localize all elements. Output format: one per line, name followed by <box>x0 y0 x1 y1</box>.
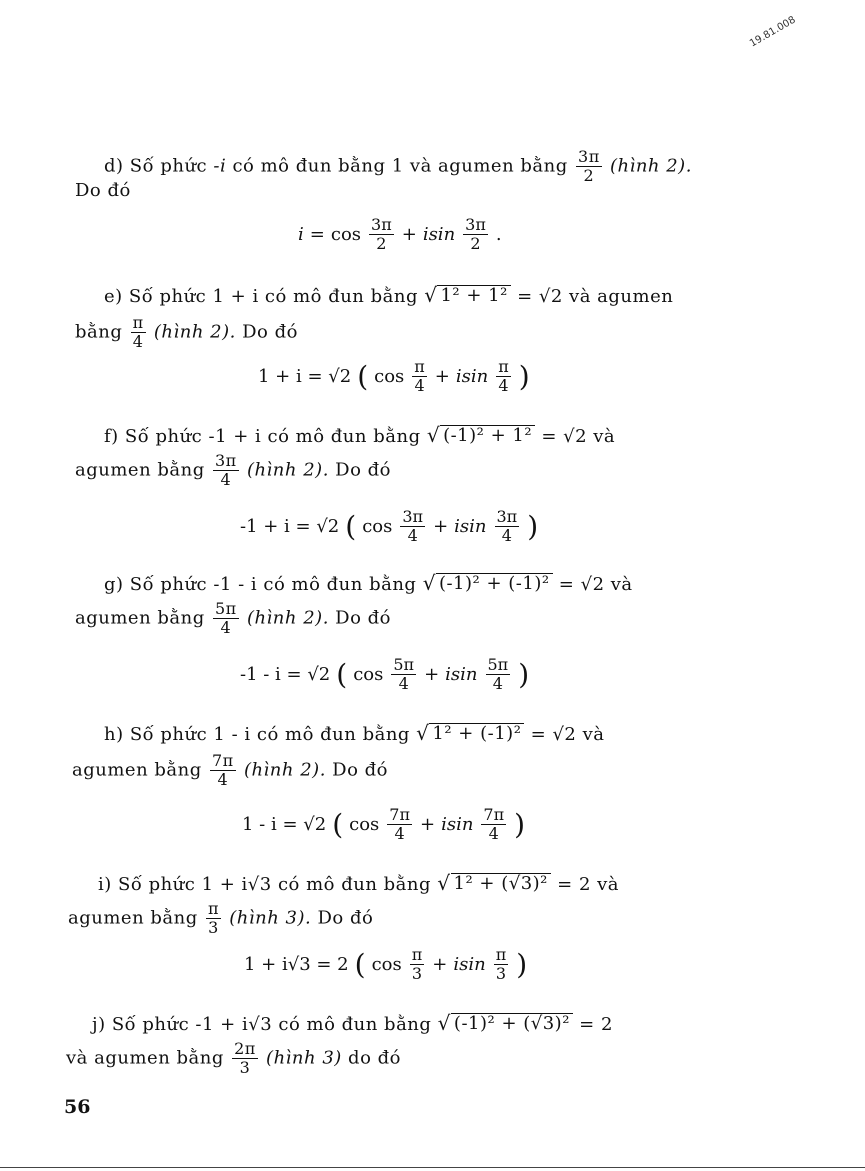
cos-label: cos <box>349 814 380 835</box>
fraction-numerator: 5π <box>393 655 415 674</box>
sin-fraction <box>496 358 511 395</box>
item-d-mid: có mô đun bằng 1 và agumen bằng <box>232 155 568 177</box>
sin-fraction <box>481 806 506 843</box>
item-j-line2-suffix: do đó <box>348 1047 401 1069</box>
isin-label: isin <box>445 664 478 685</box>
fraction-numerator: 3π <box>402 507 424 526</box>
sin-fraction <box>494 946 509 983</box>
item-g-sqrt: √ (-1)² + (-1)² <box>423 572 553 594</box>
fraction-denominator: 2 <box>583 166 595 185</box>
sin-fraction <box>463 216 488 253</box>
item-d-equation <box>298 216 502 253</box>
item-e-eqval: = √2 và agumen <box>517 286 674 307</box>
fraction-denominator: 4 <box>220 470 232 489</box>
fraction-numerator: 7π <box>212 751 234 770</box>
sqrt-body: (-1)² + 1² <box>440 425 535 446</box>
fraction-denominator: 4 <box>414 376 425 395</box>
item-f-line2-prefix: agumen bằng <box>75 459 205 481</box>
fraction-numerator: 3π <box>371 215 392 234</box>
item-j-line2 <box>66 1040 401 1077</box>
item-i-eqval: = 2 và <box>557 874 620 895</box>
sin-fraction <box>486 656 511 693</box>
item-f-eqval: = √2 và <box>541 426 616 447</box>
eq-lhs: 1 + i√3 = 2 <box>244 954 349 975</box>
item-g-ref: (hình 2). <box>246 607 329 629</box>
item-g-line2 <box>75 600 391 637</box>
isin-label: isin <box>441 814 474 835</box>
isin-label: isin <box>455 366 489 387</box>
plus-sign: + <box>424 664 440 685</box>
fraction-denominator: 4 <box>220 618 232 637</box>
cos-fraction <box>391 656 416 693</box>
fraction-denominator: 3 <box>208 918 219 937</box>
plus-sign: + <box>432 954 448 975</box>
item-h-prefix: h) Số phức 1 - i có mô đun bằng <box>104 724 410 745</box>
item-h-equation: 1 - i = √2 ( cos $\frac{7\pi}{4}$ + isin $\frac{7\pi}{4}$ ) <box>242 805 526 843</box>
cos-fraction <box>412 358 427 395</box>
item-d-line2: Do đó <box>75 180 131 201</box>
item-e-ref: (hình 2). <box>153 321 236 343</box>
item-h-sqrt: √ 1² + (-1)² <box>416 722 524 744</box>
item-i-line1 <box>98 872 619 896</box>
item-h-ref: (hình 2). <box>243 759 326 781</box>
item-g-line2-prefix: agumen bằng <box>75 607 205 629</box>
item-f-prefix: f) Số phức -1 + i có mô đun bằng <box>104 426 421 447</box>
item-d-ref: (hình 2). <box>609 155 692 177</box>
item-i-line2-suffix: Do đó <box>317 907 374 929</box>
fraction-denominator: 3 <box>411 964 423 983</box>
sqrt-body: 1² + (-1)² <box>429 723 524 744</box>
item-h-eqval: = √2 và <box>530 724 605 745</box>
item-g-line1 <box>104 572 633 596</box>
item-e-sqrt: √ 1² + 1² <box>424 284 511 306</box>
item-i-line2-prefix: agumen bằng <box>68 907 198 929</box>
bottom-rule <box>0 1167 865 1168</box>
fraction-denominator: 4 <box>498 376 509 395</box>
plus-sign: + <box>401 224 417 245</box>
fraction-numerator: 2π <box>234 1039 256 1058</box>
item-g-line2-suffix: Do đó <box>335 607 392 629</box>
fraction-numerator: 5π <box>487 655 509 674</box>
fraction-denominator: 4 <box>132 332 144 351</box>
item-i-arg-fraction <box>206 900 221 937</box>
fraction-denominator: 2 <box>470 234 481 253</box>
fraction-denominator: 4 <box>394 824 405 843</box>
item-h-line2 <box>72 752 388 789</box>
cos-fraction <box>387 806 412 843</box>
item-h-line1 <box>104 722 605 746</box>
item-e-line1 <box>104 284 673 308</box>
item-f-equation: -1 + i = √2 ( cos $\frac{3\pi}{4}$ + isin $\frac{3\pi}{4}$ ) <box>240 507 539 545</box>
cos-label: cos <box>374 366 405 387</box>
item-i-prefix: i) Số phức 1 + i√3 có mô đun bằng <box>98 874 432 895</box>
item-g-eqval: = √2 và <box>558 574 633 595</box>
fraction-numerator: π <box>495 945 507 964</box>
sqrt-body: (-1)² + (√3)² <box>451 1013 573 1034</box>
item-j-eqval: = 2 <box>579 1014 613 1035</box>
fraction-denominator: 4 <box>501 526 512 545</box>
fraction-denominator: 4 <box>217 770 229 789</box>
plus-sign: + <box>434 366 450 387</box>
plus-sign: + <box>433 516 449 537</box>
item-e-line2-prefix: bằng <box>75 321 123 343</box>
fraction-numerator: 3π <box>496 507 518 526</box>
sqrt-body: (-1)² + (-1)² <box>436 573 553 594</box>
eq-sign: = <box>309 224 325 245</box>
page-number: 56 <box>64 1096 91 1118</box>
eq-end: . <box>495 224 502 245</box>
item-e-line2-suffix: Do đó <box>242 321 298 343</box>
item-i-sqrt: √ 1² + (√3)² <box>437 872 551 894</box>
fraction-denominator: 2 <box>376 234 387 253</box>
fraction-numerator: π <box>132 313 144 332</box>
item-h-line2-prefix: agumen bằng <box>72 759 202 781</box>
eq-lhs: -1 + i = √2 <box>240 516 340 537</box>
item-d-prefix: d) Số phức <box>104 155 208 177</box>
fraction-numerator: π <box>414 357 425 376</box>
cos-fraction <box>400 508 425 545</box>
item-j-line2-prefix: và agumen bằng <box>66 1047 224 1069</box>
isin-label: isin <box>454 516 487 537</box>
fraction-denominator: 4 <box>407 526 418 545</box>
item-g-equation: -1 - i = √2 ( cos $\frac{5\pi}{4}$ + isin $\frac{5\pi}{4}$ ) <box>240 655 530 693</box>
eq-lhs: 1 + i = √2 <box>258 366 352 387</box>
isin-label: isin <box>422 224 456 245</box>
item-f-line1 <box>104 424 615 448</box>
plus-sign: + <box>419 814 436 835</box>
isin-label: isin <box>453 954 486 975</box>
item-i-ref: (hình 3). <box>229 907 312 929</box>
fraction-numerator: π <box>208 899 220 918</box>
sqrt-body: 1² + (√3)² <box>451 873 551 894</box>
fraction-numerator: 3π <box>578 147 600 166</box>
item-j-arg-fraction <box>232 1040 258 1077</box>
fraction-denominator: 4 <box>492 674 503 693</box>
eq-lhs: -1 - i = √2 <box>240 664 331 685</box>
item-j-sqrt: √ (-1)² + (√3)² <box>438 1012 573 1034</box>
item-d-line1 <box>104 148 692 185</box>
item-e-line2 <box>75 314 298 351</box>
cos-fraction <box>410 946 425 983</box>
cos-fraction <box>369 216 394 253</box>
item-f-arg-fraction <box>213 452 239 489</box>
item-f-line2-suffix: Do đó <box>335 459 392 481</box>
fraction-numerator: 7π <box>483 805 505 824</box>
fraction-denominator: 3 <box>239 1058 251 1077</box>
item-j-ref: (hình 3) <box>266 1047 342 1069</box>
fraction-numerator: 3π <box>215 451 237 470</box>
fraction-numerator: 5π <box>215 599 237 618</box>
fraction-numerator: 7π <box>389 805 410 824</box>
item-e-arg-fraction <box>131 314 146 351</box>
item-f-line2 <box>75 452 391 489</box>
fraction-denominator: 4 <box>488 824 499 843</box>
item-g-arg-fraction <box>213 600 239 637</box>
eq-lhs: i <box>298 224 304 245</box>
item-i-line2 <box>68 900 373 937</box>
item-j-prefix: j) Số phức -1 + i√3 có mô đun bằng <box>92 1014 432 1035</box>
fraction-denominator: 4 <box>398 674 409 693</box>
cos-label: cos <box>353 664 384 685</box>
item-e-equation: 1 + i = √2 ( cos $\frac{\pi}{4}$ + isin $\frac{\pi}{4}$ ) <box>258 357 530 395</box>
item-h-line2-suffix: Do đó <box>332 759 389 781</box>
sin-fraction <box>495 508 520 545</box>
item-f-ref: (hình 2). <box>246 459 329 481</box>
item-h-arg-fraction <box>210 752 236 789</box>
library-stamp: 19.81.008 <box>748 14 798 50</box>
fraction-numerator: π <box>498 357 509 376</box>
item-e-prefix: e) Số phức 1 + i có mô đun bằng <box>104 286 418 307</box>
item-g-prefix: g) Số phức -1 - i có mô đun bằng <box>104 574 417 595</box>
item-i-equation: 1 + i√3 = 2 ( cos $\frac{\pi}{3}$ + isin $\frac{\pi}{3}$ ) <box>244 945 528 983</box>
cos-label: cos <box>362 516 393 537</box>
item-d-var: -i <box>213 155 227 177</box>
eq-lhs: 1 - i = √2 <box>242 814 327 835</box>
item-d-arg-fraction <box>576 148 602 185</box>
fraction-numerator: π <box>411 945 423 964</box>
cos-label: cos <box>330 224 362 245</box>
sqrt-body: 1² + 1² <box>437 285 510 306</box>
cos-label: cos <box>371 954 402 975</box>
fraction-numerator: 3π <box>465 215 486 234</box>
item-f-sqrt: √ (-1)² + 1² <box>427 424 535 446</box>
fraction-denominator: 3 <box>495 964 507 983</box>
item-j-line1 <box>92 1012 613 1036</box>
